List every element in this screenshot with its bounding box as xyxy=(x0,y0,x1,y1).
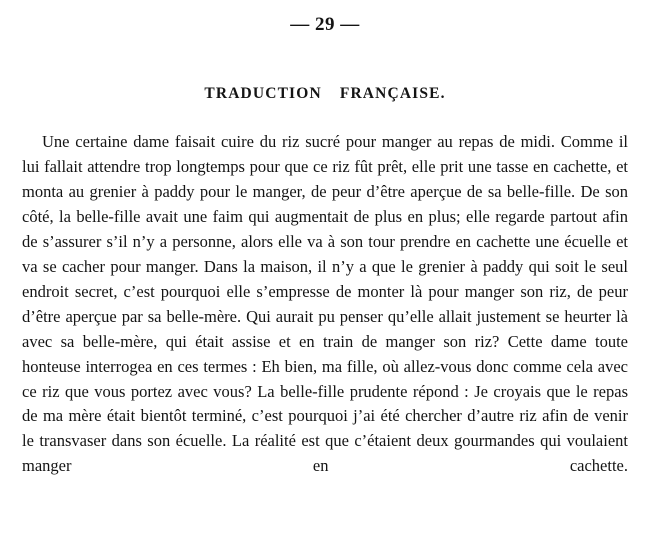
body-paragraph: Une certaine dame faisait cuire du riz sucré pour manger au repas de midi. Comme il lui fallait attendre trop longtemps pour que ce riz fût prêt, elle prit une tasse en cachette, et monta au grenier à paddy pour le manger, de peur d’être aperçue de sa belle-fille. De son côté, la belle-fille avait une faim qui augmentait de plus en plus; elle regarde partout afin de s’assurer s’il n’y a personne, alors elle va à son tour prendre en cachette une écuelle et va se cacher pour manger. Dans la maison, il n’y a que le grenier à paddy qui soit le seul endroit secret, c’est pourquoi elle s’empresse de monter là pour manger son riz, de peur d’être aperçue par sa belle-mère. Qui aurait pu penser qu’elle allait justement se heurter là avec sa belle-mère, qui était assise et en train de manger son riz? Cette dame toute honteuse interrogea en ces termes : Eh bien, ma fille, où allez-vous donc comme cela avec ce riz que vous portez avec vous? La belle-fille prudente répond : Je croyais que le repas de ma mère était bientôt terminé, c’est pourquoi j’ai été chercher d’autre riz afin de venir le transvaser dans son écuelle. La réalité est que c’étaient deux gourmandes qui voulaient manger en cachette. xyxy=(22,132,628,476)
section-heading: TRADUCTION FRANÇAISE. xyxy=(204,85,446,102)
body-text-block xyxy=(22,130,628,504)
page-folio: — 29 — xyxy=(290,14,360,35)
